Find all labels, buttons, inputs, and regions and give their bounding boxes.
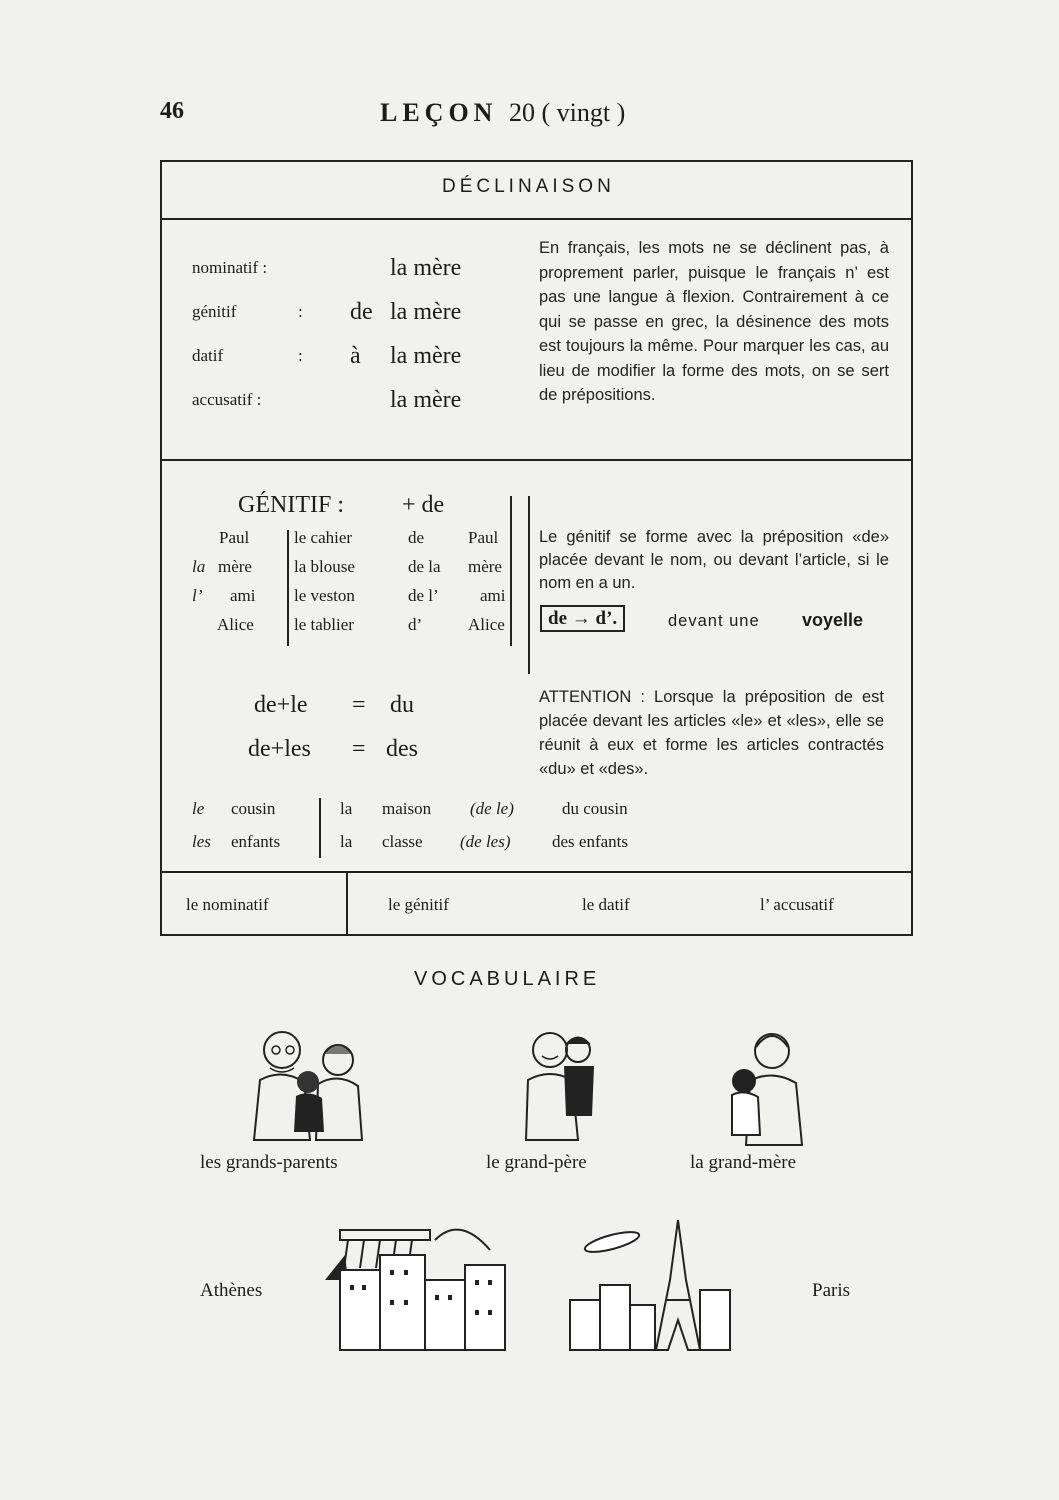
example-article: le [192,799,205,818]
column-separator [319,798,321,858]
column-separator [528,496,530,646]
example-article: la [340,799,353,818]
owner-article: l’ [192,586,203,605]
genitif-heading: GÉNITIF : [238,492,344,518]
object: le veston [294,586,355,605]
divider [162,871,911,873]
preposition: de [408,528,425,547]
example-noun: enfants [231,832,281,851]
elision-rule: de → d’. [540,605,625,632]
divider [162,459,911,461]
prep-de: de [350,299,373,325]
grandparents-illustration [240,1020,380,1150]
noun-nominatif: la mère [390,255,462,281]
caption-grandparents: les grands-parents [200,1152,338,1173]
object: le tablier [294,615,354,634]
contraction-right: des [386,736,418,762]
lesson-number: 20 ( vingt ) [508,98,626,127]
column-separator [346,871,348,936]
contraction-left: de+les [248,736,311,762]
case-colon: : [298,302,303,321]
genitif-formula: + de [402,492,445,518]
grandfather-illustration [520,1020,610,1150]
contraction-equals: = [352,736,366,762]
contraction-equals: = [352,692,366,718]
city-paris: Paris [812,1280,850,1301]
elision-box [540,608,625,630]
case-footer-accusatif: l’ accusatif [760,895,834,914]
owner-article: la [192,557,206,576]
column-separator [528,646,530,674]
owner-name: Paul [219,528,250,547]
possessor: mère [468,557,502,576]
noun-datif: la mère [390,343,462,369]
declinaison-heading: DÉCLINAISON [442,176,615,197]
owner-name: Alice [217,615,254,634]
example-result: du cousin [562,799,628,818]
elision-word: voyelle [802,610,864,630]
case-accusatif: accusatif : [192,390,262,409]
prep-a: à [350,343,361,369]
example-paren: (de les) [460,832,511,851]
page-number: 46 [160,98,184,124]
possessor: ami [480,586,506,605]
case-footer-genitif: le génitif [388,895,449,914]
example-paren: (de le) [470,799,514,818]
object: le cahier [294,528,353,547]
preposition: de la [408,557,441,576]
genitif-note: Le génitif se forme avec la préposition «de» placée devant le nom, ou devant l’article, si le nom en a un. [539,528,889,592]
case-genitif: génitif [192,302,237,321]
owner-name: ami [230,586,256,605]
caption-grandmother: la grand-mère [690,1152,797,1173]
case-nominatif: nominatif : [192,258,268,277]
example-object: classe [382,832,423,851]
column-separator [287,530,289,646]
lesson-word: LEÇON [380,98,498,127]
athens-paris-illustration [320,1210,740,1360]
column-separator [510,496,512,646]
example-result: des enfants [552,832,629,851]
possessor: Alice [468,615,505,634]
attention-note: ATTENTION : Lorsque la préposition de est placée devant les articles «le» et «les», elle se réunit à eux et forme les articles contractés «du» et «des». [539,688,884,778]
noun-accusatif: la mère [390,387,462,413]
declinaison-explanation: En français, les mots ne se déclinent pas, à proprement parler, puisque le français n’ est pas une langue à flexion. Contrairement à ce qui se passe en grec, la désinence des mots est toujours la même. Pour marquer les cas, au lieu de modifier la forme des mots, on se sert de prépositions. [539,239,889,404]
case-datif: datif [192,346,224,365]
elision-text: devant une [668,612,760,630]
example-object: maison [382,799,432,818]
grammar-box [160,160,913,936]
contraction-right: du [390,692,414,718]
example-article: la [340,832,353,851]
case-footer-nominatif: le nominatif [186,895,269,914]
vocabulaire-heading: VOCABULAIRE [414,968,601,990]
preposition: de l’ [408,586,439,605]
noun-genitif: la mère [390,299,462,325]
case-colon: : [298,346,303,365]
divider [162,218,911,220]
possessor: Paul [468,528,499,547]
owner-name: mère [218,557,252,576]
contraction-left: de+le [254,692,308,718]
grandmother-illustration [720,1025,820,1150]
city-athens: Athènes [200,1280,263,1301]
example-noun: cousin [231,799,276,818]
case-footer-datif: le datif [582,895,630,914]
preposition: d’ [408,615,423,634]
object: la blouse [294,557,355,576]
lesson-title [380,98,625,128]
example-article: les [192,832,211,851]
caption-grandfather: le grand-père [486,1152,587,1173]
